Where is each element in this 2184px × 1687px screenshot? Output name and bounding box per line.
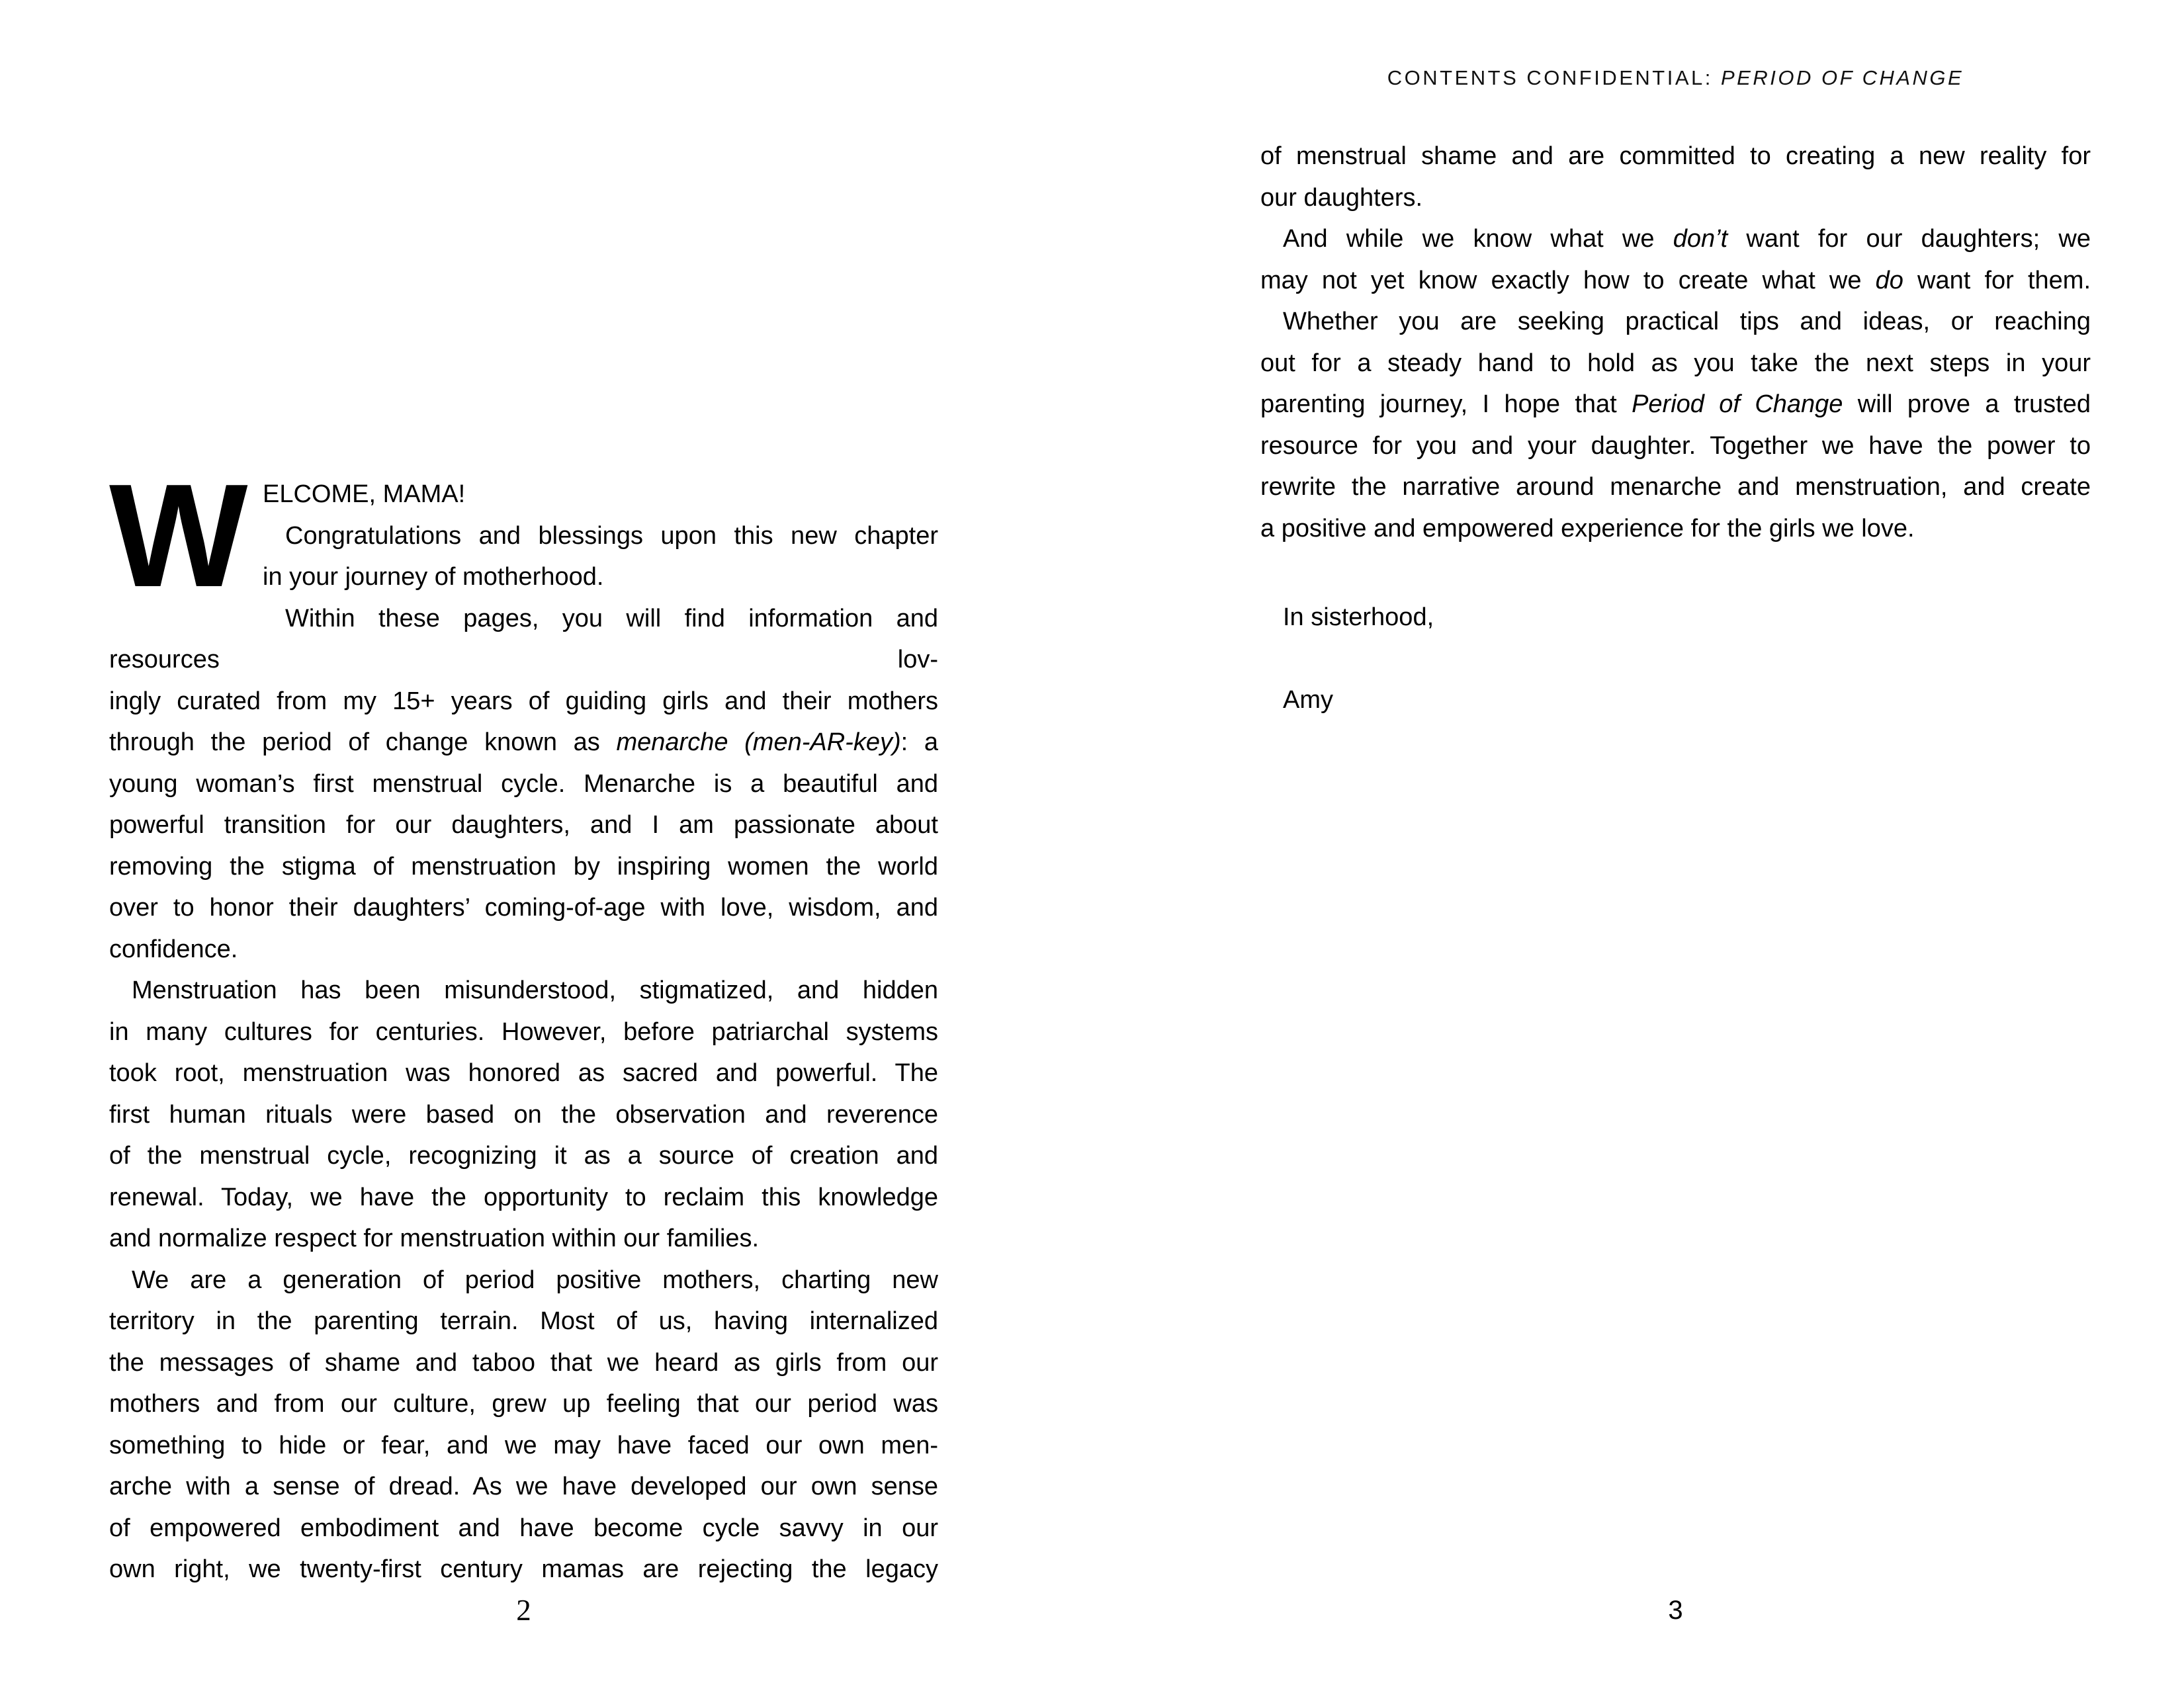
text-line: mothers and from our culture, grew up feeling that our period was [109,1390,938,1418]
text-line: through the period of change known as menarche (men-AR-key): a [109,728,938,756]
text-line: confidence. [109,935,238,963]
text-line: in your journey of motherhood. [263,563,604,591]
drop-cap: W [109,454,248,618]
page-right-body [1260,136,2091,720]
text-line: and normalize respect for menstruation within our families. [109,1225,760,1252]
text-line: We are a generation of period positive mothers, charting new [132,1266,938,1294]
text-line: took root, menstruation was honored as sacred and powerful. The [109,1059,938,1087]
text-line: a positive and empowered experience for the girls we love. [1260,514,1915,542]
text-line: our daughters. [1260,183,1423,212]
text-line: over to honor their daughters’ coming-of-age with love, wisdom, and [109,894,938,922]
text-line: Menstruation has been misunderstood, stigmatized, and hidden [132,976,938,1004]
text-line: the messages of shame and taboo that we heard as girls from our [109,1348,938,1377]
text-line: may not yet know exactly how to create what we do want for them. [1260,266,2091,294]
text-line: in many cultures for centuries. However, before patriarchal systems [109,1017,938,1046]
text-line: Whether you are seeking practical tips and ideas, or reaching [1283,308,2091,335]
text-line: rewrite the narrative around menarche and menstruation, and create [1260,473,2091,501]
text-line: own right, we twenty-first century mamas are rejecting the legacy [109,1555,938,1583]
page-left-text [109,454,938,1590]
running-header: CONTENTS CONFIDENTIAL: PERIOD OF CHANGE [1387,66,1964,89]
page-number-left: 2 [516,1594,531,1627]
text-line: arche with a sense of dread. As we have developed our own sense [109,1473,938,1500]
text-line: Within these pages, you will find information and resources lov- [109,604,938,673]
text-line: of the menstrual cycle, recognizing it as a source of creation and [109,1142,938,1170]
text-line: out for a steady hand to hold as you take the next steps in your [1260,349,2091,377]
text-line: parenting journey, I hope that Period of Change will prove a trusted [1260,390,2091,418]
text-line: renewal. Today, we have the opportunity to reclaim this knowledge [109,1183,938,1211]
page-number-right: 3 [1668,1596,1683,1625]
text-line: of menstrual shame and are committed to creating a new reality for [1260,142,2091,170]
text-line: removing the stigma of menstruation by inspiring women the world [109,852,938,881]
text-line: first human rituals were based on the observation and reverence [109,1100,938,1129]
text-line: In sisterhood, [1283,603,1434,631]
text-line: ingly curated from my 15+ years of guiding girls and their mothers [109,687,938,715]
text-line: of empowered embodiment and have become cycle savvy in our [109,1514,938,1542]
text-line: territory in the parenting terrain. Most of us, having internalized [109,1307,938,1335]
text-line: And while we know what we don’t want for our daughters; we [1283,225,2091,253]
text-line: something to hide or fear, and we may have faced our own men- [109,1431,938,1459]
text-line: Congratulations and blessings upon this new chapter [285,521,938,550]
page-right-text [1260,136,2091,720]
text-line: powerful transition for our daughters, and I am passionate about [109,811,938,839]
text-line: ELCOME, MAMA! [263,480,466,508]
text-line: young woman’s first menstrual cycle. Menarche is a beautiful and [109,769,938,798]
page-left-body [109,454,938,1590]
text-line: Amy [1283,685,1333,714]
text-line: resource for you and your daughter. Together we have the power to [1260,431,2091,460]
